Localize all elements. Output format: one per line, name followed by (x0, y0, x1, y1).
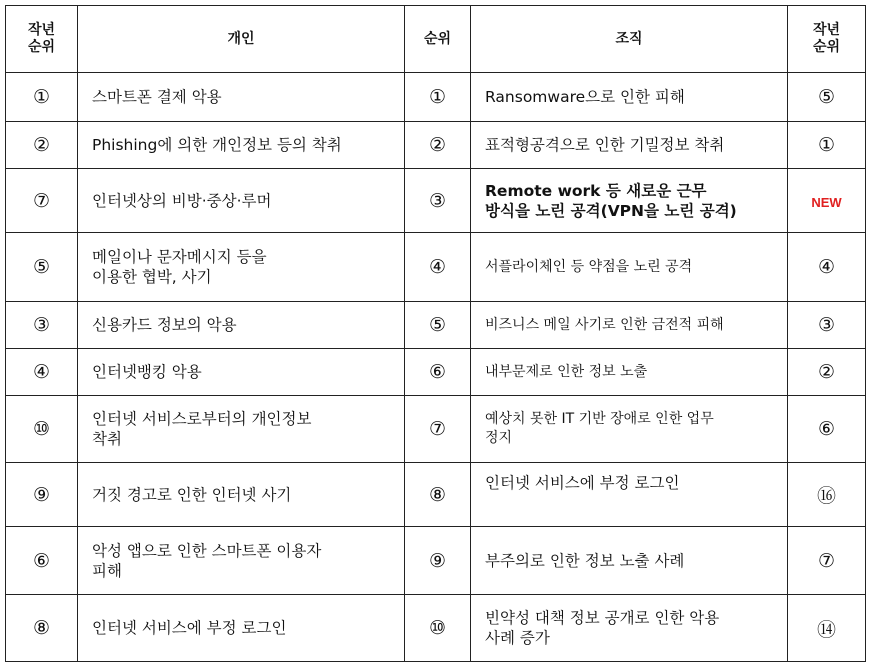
org-threat: 내부문제로 인한 정보 노출 (471, 349, 788, 396)
org-threat: Remote work 등 새로운 근무 방식을 노린 공격(VPN을 노린 공격) (471, 169, 788, 233)
rank: ⑨ (405, 527, 471, 595)
prev-rank-org: ⑦ (788, 527, 866, 595)
table-row (6, 396, 866, 463)
rank: ⑧ (405, 463, 471, 527)
org-threat: 예상치 못한 IT 기반 장애로 인한 업무 정지 (471, 396, 788, 463)
table-row (6, 73, 866, 122)
org-threat: 표적형공격으로 인한 기밀정보 착취 (471, 122, 788, 169)
table-row (6, 595, 866, 662)
new-badge: NEW (811, 194, 842, 210)
org-threat: Ransomware으로 인한 피해 (471, 73, 788, 122)
table-row (6, 349, 866, 396)
header-rank: 순위 (405, 6, 471, 73)
org-threat: 인터넷 서비스에 부정 로그인 (471, 463, 788, 527)
personal-threat: 인터넷 서비스로부터의 개인정보 착취 (78, 396, 405, 463)
rank: ⑦ (405, 396, 471, 463)
table-row (6, 302, 866, 349)
prev-rank-personal: ④ (6, 349, 78, 396)
rank: ③ (405, 169, 471, 233)
table-row (6, 527, 866, 595)
table-row (6, 233, 866, 302)
prev-rank-personal: ① (6, 73, 78, 122)
prev-rank-org-cell (788, 169, 866, 233)
personal-threat: 인터넷 서비스에 부정 로그인 (78, 595, 405, 662)
prev-rank-personal: ⑤ (6, 233, 78, 302)
personal-threat: 악성 앱으로 인한 스마트폰 이용자 피해 (78, 527, 405, 595)
prev-rank-org: ③ (788, 302, 866, 349)
table-row (6, 169, 866, 233)
prev-rank-personal: ⑩ (6, 396, 78, 463)
org-threat: 비즈니스 메일 사기로 인한 금전적 피해 (471, 302, 788, 349)
table-row (6, 122, 866, 169)
personal-threat: 인터넷뱅킹 악용 (78, 349, 405, 396)
prev-rank-personal: ⑨ (6, 463, 78, 527)
personal-threat: 메일이나 문자메시지 등을 이용한 협박, 사기 (78, 233, 405, 302)
prev-rank-personal: ③ (6, 302, 78, 349)
rank: ① (405, 73, 471, 122)
prev-rank-org: ④ (788, 233, 866, 302)
personal-threat: 스마트폰 결제 악용 (78, 73, 405, 122)
rank: ⑥ (405, 349, 471, 396)
table-row (6, 463, 866, 527)
org-threat: 부주의로 인한 정보 노출 사례 (471, 527, 788, 595)
prev-rank-personal: ② (6, 122, 78, 169)
prev-rank-personal: ⑥ (6, 527, 78, 595)
header-last-year-rank-left: 작년 순위 (6, 6, 78, 73)
header-organization: 조직 (471, 6, 788, 73)
org-threat: 빈약성 대책 정보 공개로 인한 악용 사례 증가 (471, 595, 788, 662)
prev-rank-org: ② (788, 349, 866, 396)
personal-threat: 신용카드 정보의 악용 (78, 302, 405, 349)
header-personal: 개인 (78, 6, 405, 73)
prev-rank-org: ⑥ (788, 396, 866, 463)
rank: ⑩ (405, 595, 471, 662)
rank: ④ (405, 233, 471, 302)
prev-rank-personal: ⑦ (6, 169, 78, 233)
prev-rank-org: ① (788, 122, 866, 169)
header-row (6, 6, 866, 73)
personal-threat: Phishing에 의한 개인정보 등의 착취 (78, 122, 405, 169)
org-threat: 서플라이체인 등 약점을 노린 공격 (471, 233, 788, 302)
prev-rank-org: ⑭ (788, 595, 866, 662)
prev-rank-org: ⑤ (788, 73, 866, 122)
rank: ② (405, 122, 471, 169)
personal-threat: 인터넷상의 비방·중상·루머 (78, 169, 405, 233)
personal-threat: 거짓 경고로 인한 인터넷 사기 (78, 463, 405, 527)
header-last-year-rank-right: 작년 순위 (788, 6, 866, 73)
threat-ranking-table (5, 5, 866, 662)
rank: ⑤ (405, 302, 471, 349)
prev-rank-personal: ⑧ (6, 595, 78, 662)
prev-rank-org: ⑯ (788, 463, 866, 527)
